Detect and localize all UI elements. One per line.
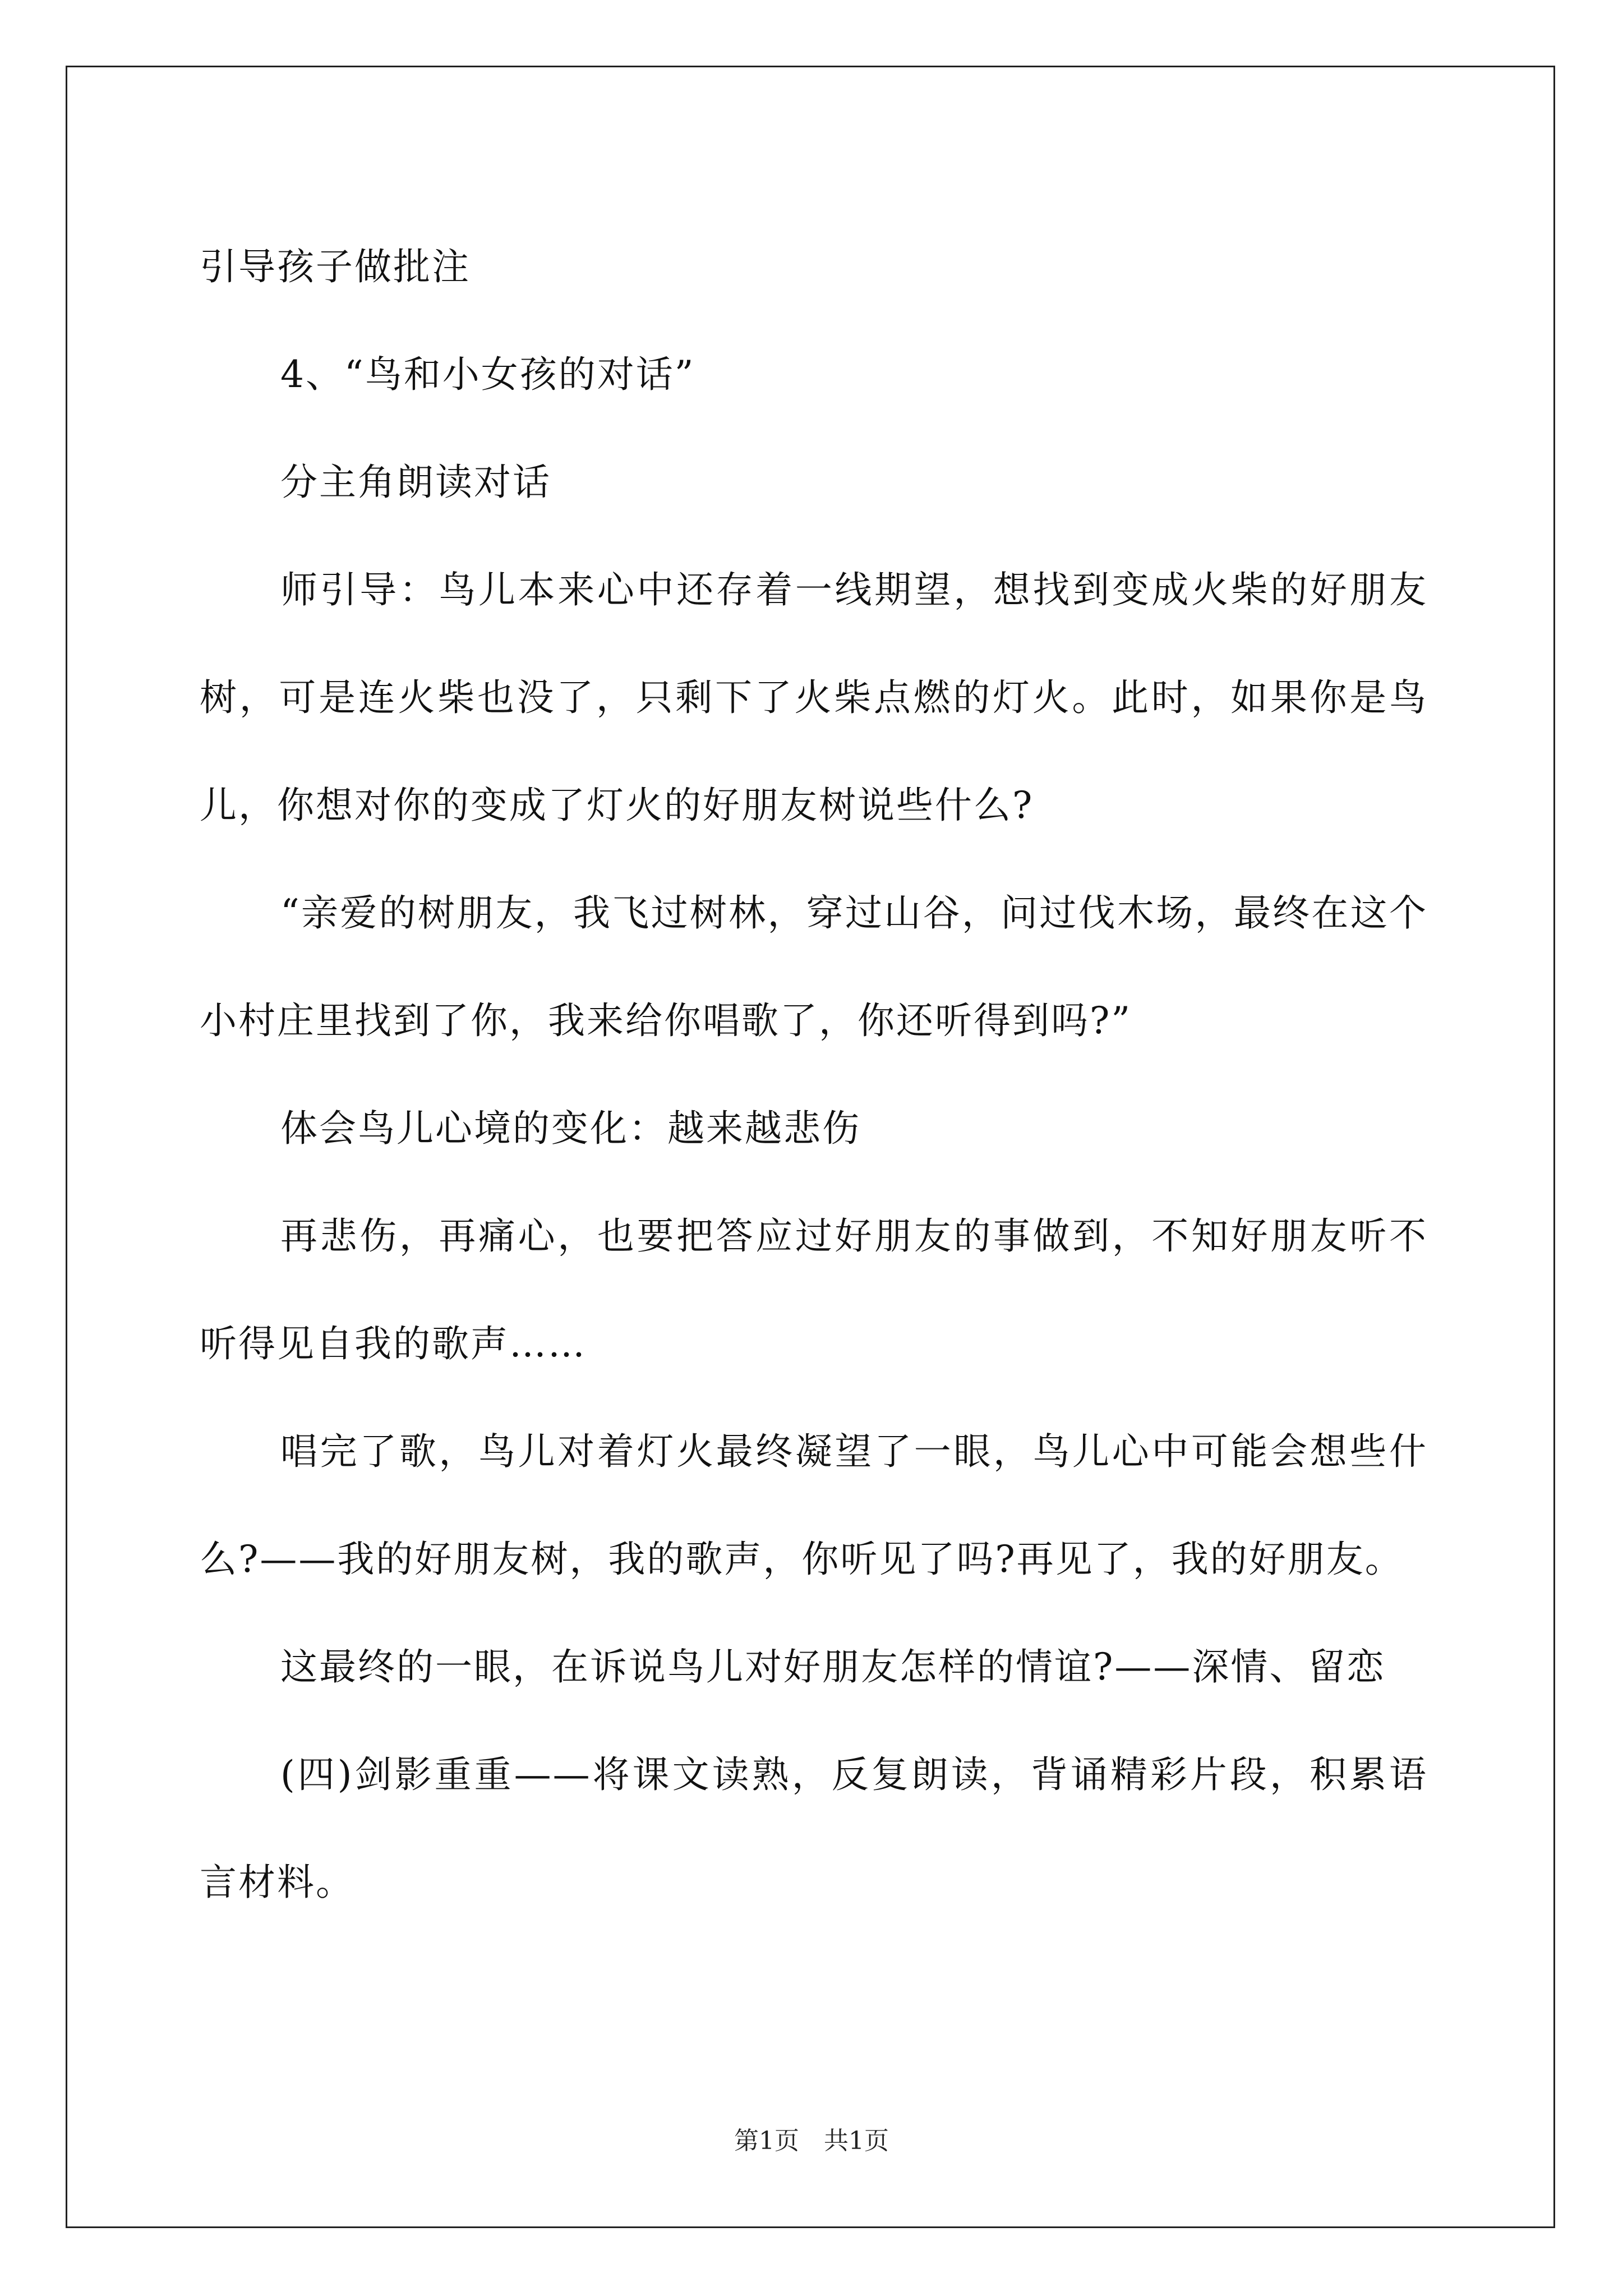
paragraph-role-reading: 分主角朗读对话	[280, 461, 551, 504]
paragraph-last-glance: 这最终的一眼，在诉说鸟儿对好朋友怎样的情谊?——深情、留恋	[280, 1645, 1386, 1688]
paragraph-bird-quote: “亲爱的树朋友，我飞过树林，穿过山谷，问过伐木场，最终在这个小村庄里找到了你，我来给你唱歌了，你还听得到吗?”	[200, 891, 1428, 1042]
page-footer: 第1页 共1页	[734, 2127, 889, 2155]
paragraph-teacher-guide: 师引导：鸟儿本来心中还存着一线期望，想找到变成火柴的好朋友树，可是连火柴也没了，只剩下了火柴点燃的灯火。此时，如果你是鸟儿，你想对你的变成了灯火的好朋友树说些什么?	[200, 568, 1428, 827]
section-heading-dialogue: 4、“鸟和小女孩的对话”	[280, 353, 695, 396]
paragraph-final-song: 唱完了歌，鸟儿对着灯火最终凝望了一眼，鸟儿心中可能会想些什么?——我的好朋友树，我的歌声，你听见了吗?再见了，我的好朋友。	[200, 1430, 1428, 1581]
paragraph-promise: 再悲伤，再痛心，也要把答应过好朋友的事做到，不知好朋友听不听得见自我的歌声……	[200, 1214, 1428, 1365]
paragraph-mood-change: 体会鸟儿心境的变化：越来越悲伤	[280, 1107, 861, 1150]
document-body	[200, 213, 1428, 1936]
paragraph-annotation: 引导孩子做批注	[200, 245, 471, 288]
paragraph-section-four: (四)剑影重重——将课文读熟，反复朗读，背诵精彩片段，积累语言材料。	[200, 1753, 1428, 1904]
